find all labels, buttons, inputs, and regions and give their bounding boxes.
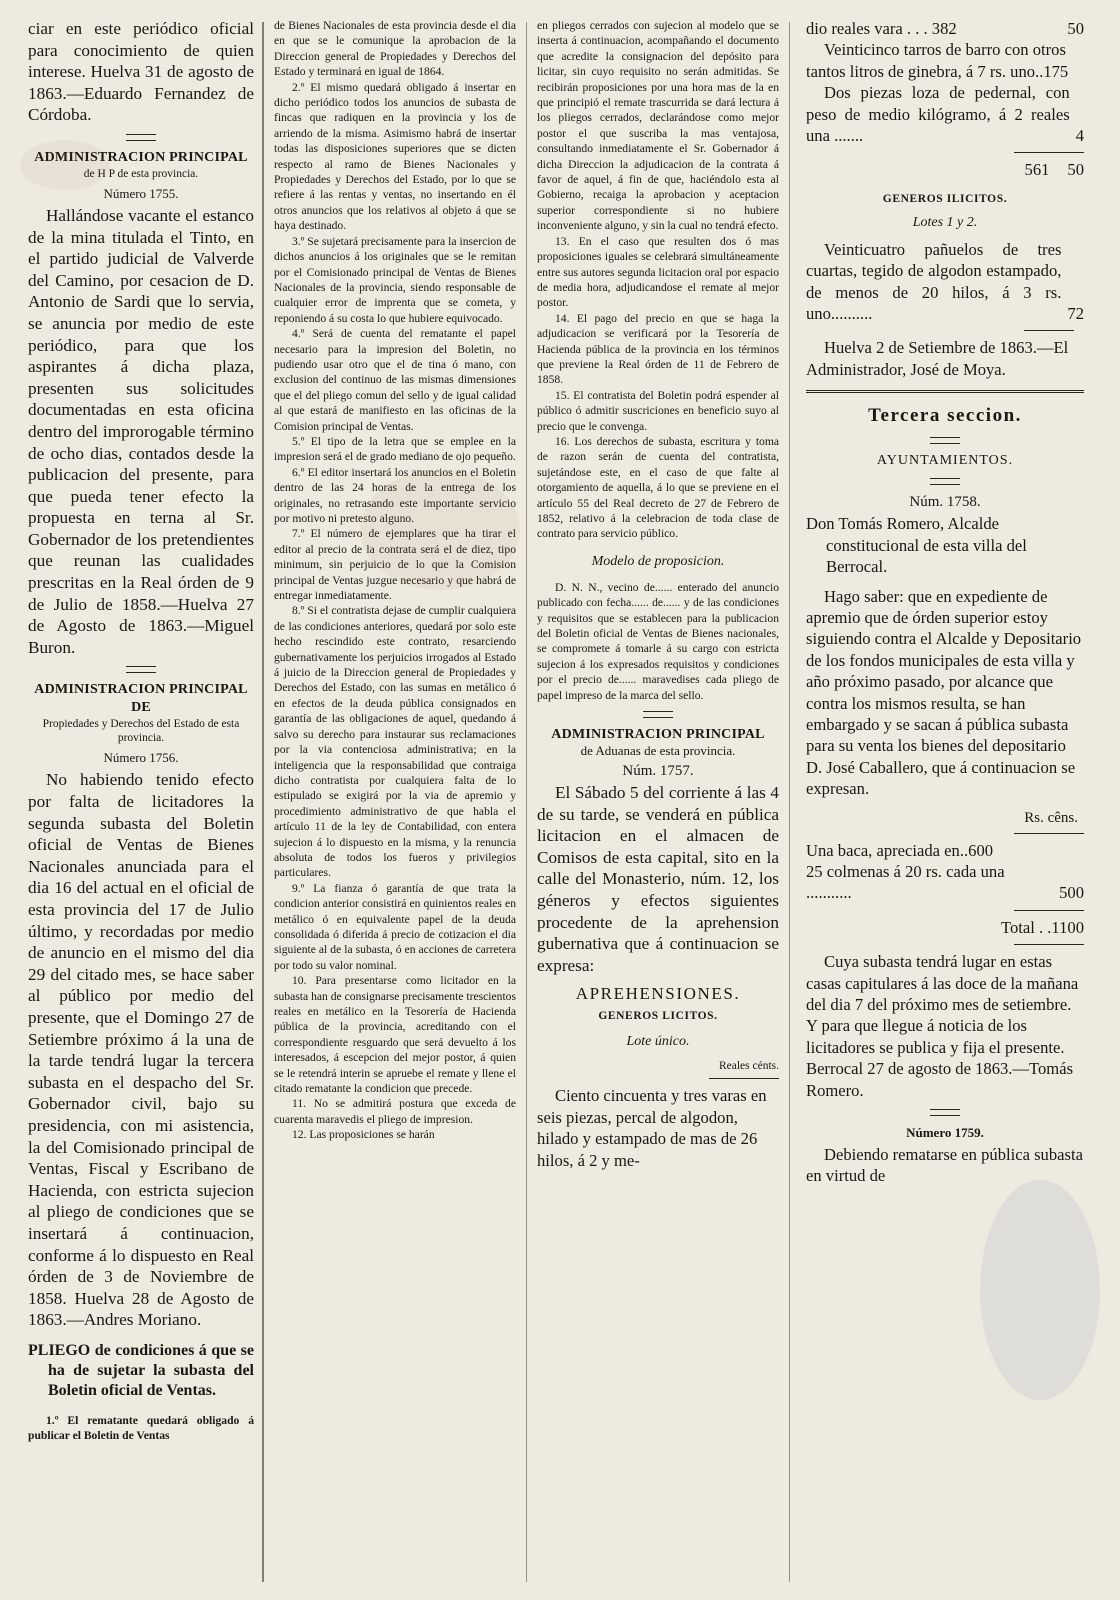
modelo-heading: Modelo de proposicion. bbox=[591, 553, 725, 569]
section-subtitle: Propiedades y Derechos del Estado de esta provincia. bbox=[42, 718, 240, 745]
double-rule bbox=[806, 390, 1084, 393]
item-panuelos-amount: 72 bbox=[1067, 304, 1084, 324]
notice-body-1755: Hallándose vacante el estanco de la mina titulada el Tinto, en el partido judicial de Valverde del Camino, por cesacion de D. Antonio de Sardi que lo servia, se anuncia por medio de este periódico, para que los aspirantes á dicha plaza, presenten sus solicitudes documentadas en esta oficina dentro del improrogable término de ocho dias, contados desde la publicacion del presente, para que pueda tener efecto la propuesta en terna al Sr. Gobernador de los pretendientes que reunan las cualidades prescritas en la Real órden de 9 de Julio de 1858.—Huelva 27 de Agosto de 1863.—Miguel Buron. bbox=[28, 205, 254, 657]
separator bbox=[930, 1109, 960, 1116]
condition-7: 7.º El número de ejemplares que ha tirar el editor al precio de la contrata será el de diez, tipo minimum, sin perjuicio de lo que la Comision principal de Ventas juzgue necesario y que habrá de entregar inmediatamente. bbox=[274, 527, 516, 603]
item-1-tail-text: dio reales vara . . . 382 bbox=[806, 19, 957, 38]
item-1-tail bbox=[806, 18, 1084, 39]
condition-14: 14. El pago del precio en que se haga la adjudicacion se verificará por la Tesorería de Hacienda pública de la provincia en los términos que previene la Real órden de 11 de Febrero de 1858. bbox=[537, 311, 779, 387]
condition-10: 10. Para presentarse como licitador en la subasta han de consignarse precisamente trescientos reales en metálico en la Tesorería de Hacienda pública de la provincia, acreditando con el correspondiente resguardo que será devuelto á los interesados, á escepcion del mejor postor, á quien se le retendrá interin se apruebe el remate y llene el citado rematante la condicion que precede. bbox=[274, 974, 516, 1096]
debiendo-body: Debiendo rematarse en pública subasta en virtud de bbox=[806, 1145, 1083, 1186]
section-title-aduanas: ADMINISTRACION PRINCIPAL bbox=[551, 727, 765, 743]
notice-number-1756: Número 1756. bbox=[103, 750, 179, 766]
separator bbox=[1024, 330, 1074, 331]
condition-6: 6.º El editor insertará los anuncios en el Boletin dentro de las 24 horas de la entrega de los originales, no retrasando este importante servicio por motivo ni pretesto alguno. bbox=[274, 465, 516, 525]
separator bbox=[709, 1078, 779, 1079]
separator bbox=[1014, 944, 1084, 945]
rs-cens-header: Rs. cêns. bbox=[1024, 809, 1078, 826]
separator bbox=[1014, 152, 1084, 153]
item-loza-amount: 4 bbox=[1075, 126, 1084, 146]
generos-ilicitos-heading: GENEROS ILICITOS. bbox=[882, 192, 1008, 205]
cuya-subasta-body: Cuya subasta tendrá lugar en estas casas capitulares á las doce de la mañana del dia 7 del próximo mes de setiembre. Y para que llegue á noticia de los licitadores se publica y fija el presente. Berrocal 27 de agosto de 1863.—Tomás Romero. bbox=[806, 952, 1079, 1100]
separator bbox=[1014, 833, 1084, 834]
condition-12-cont: en pliegos cerrados con sujecion al modelo que se inserta á continuacion, acompañando el documento que acredite la consignacion del depósito para licitar, sin cuyo requisito no serán admitidas. Se recibirán proposiciones por una hora mas de la en que principió el remate trascurrida se dará lectura á los pliegos cerrados, declarándose como mejor postor el que suscriba la mas ventajosa, consultando inmediatamente el Sr. Gobernador á dicha Direccion la adjudicacion de la contrata á favor de aquel, á fin de que, haciéndolo esta al Gobierno, recaiga la aprobacion y aceptacion superior correspondiente si no hubiere inconveniente alguno, y sin la cual no tendrá efecto. bbox=[537, 19, 779, 233]
item-ciento-cincuenta: Ciento cincuenta y tres varas en seis piezas, percal de algodon, hilado y estampado de mas de 26 hilos, á 2 y me- bbox=[537, 1086, 767, 1170]
separator bbox=[126, 134, 156, 141]
section-title-administracion: ADMINISTRACION PRINCIPAL bbox=[34, 149, 248, 165]
item-panuelos bbox=[806, 239, 1084, 325]
notice-number-1759: Número 1759. bbox=[906, 1125, 984, 1141]
total-amount: Total . .1100 bbox=[1000, 917, 1084, 937]
column-rule bbox=[262, 22, 264, 1582]
separator bbox=[126, 666, 156, 673]
item-panuelos-text: Veinticuatro pañuelos de tres cuartas, tegido de algodon estampado, de menos de 20 hilos, á 3 rs. uno.......... bbox=[806, 239, 1062, 324]
item-loza bbox=[806, 82, 1084, 146]
condition-5: 5.º El tipo de la letra que se emplee en la impresion será el de grado mediano de ojo pequeño. bbox=[274, 434, 516, 464]
item-colmenas-amount: 500 bbox=[1059, 883, 1084, 903]
separator bbox=[1014, 910, 1084, 911]
condition-1-cont: de Bienes Nacionales de esta provincia desde el dia en que se le comunique la aprobacion de la Direccion general de Propiedades y Derechos del Estado y terminará en igual de 1864. bbox=[274, 19, 516, 79]
notice-body-1757: El Sábado 5 del corriente á las 4 de su tarde, se venderá en pública licitacion en el almacen de Comisos de esta capital, sito en la calle del Monasterio, núm. 12, los géneros y efectos siguientes procedente de la aprehension gubernativa que á continuacion se expresa: bbox=[537, 783, 779, 975]
lotes-1-2: Lotes 1 y 2. bbox=[912, 214, 978, 230]
item-colmenas bbox=[806, 861, 1084, 904]
alcalde-heading: Don Tomás Romero, Alcalde constitucional de esta villa del Berrocal. bbox=[806, 514, 1027, 577]
item-loza-text: Dos piezas loza de pedernal, con peso de medio kilógramo, á 2 reales una ....... bbox=[806, 83, 1070, 146]
section-subtitle: de Aduanas de esta provincia. bbox=[580, 743, 736, 759]
condition-9: 9.º La fianza ó garantía de que trata la condicion anterior consistirá en quinientos reales en metálico ó en equivalente papel de la deuda consolidada ó diferida á precio de cotizacion el dia siguiente al de la subasta, ó en acciones de carretera por todo su valor nominal. bbox=[274, 881, 516, 972]
column-1 bbox=[14, 18, 262, 1588]
separator bbox=[930, 478, 960, 485]
pliego-heading: PLIEGO de condiciones á que se ha de sujetar la subasta del Boletin oficial de Ventas. bbox=[28, 1341, 254, 1399]
notice-body-1756: No habiendo tenido efecto por falta de licitadores la segunda subasta del Boletin oficial de Ventas de Bienes Nacionales anunciada para el dia 16 del actual en el oficial de esta provincia del 17 de Julio último, y recordadas por medio de anuncio en el mismo del dia 29 del citado mes, se hace saber al público por medio del presente, que el Domingo 27 de Setiembre próximo á la una de la tarde tendrá lugar la tercera subasta en el despacho del Sr. Gobernador civil, bajo su presidencia, con mi asistencia, la del Comisionado principal de Ventas, Fiscal y Escribano de Hacienda, con estricta sujecion al pliego de condiciones que se insertará á continuacion, conforme á lo dispuesto en Real órden de 3 de Noviembre de 1858. Huelva 28 de Agosto de 1863.—Andres Moriano. bbox=[28, 770, 254, 1330]
item-tarros: Veinticinco tarros de barro con otros tantos litros de ginebra, á 7 rs. uno..175 bbox=[806, 40, 1069, 81]
condition-1: 1.º El rematante quedará obligado á publicar el Boletin de Ventas bbox=[28, 1413, 254, 1443]
item-baca: Una baca, apreciada en..600 bbox=[806, 840, 994, 860]
licitos-subtotal bbox=[806, 159, 1084, 180]
column-rule bbox=[789, 22, 790, 1582]
condition-16: 16. Los derechos de subasta, escritura y toma de razon serán de cuenta del contratista, sujetándose este, en el caso de que falte al otorgamiento de aquella, á lo que se previene en el artículo 55 del Real decreto de 27 de Febrero de 1852, relativo á la celebracion de toda clase de contrato para servicio público. bbox=[537, 434, 779, 541]
subtotal-reales: 561 bbox=[1024, 160, 1050, 180]
item-1-tail-amount: 50 bbox=[1067, 19, 1084, 38]
ayuntamientos-heading: AYUNTAMIENTOS. bbox=[876, 453, 1014, 469]
lote-unico: Lote único. bbox=[626, 1034, 690, 1050]
reales-cents-header: Reales cénts. bbox=[718, 1060, 779, 1073]
section-subtitle: de H P de esta provincia. bbox=[83, 167, 199, 180]
condition-2: 2.º El mismo quedará obligado á insertar en dicho periódico todos los anuncios de subasta de fincas que radiquen en la provincia y los de arriendo de la misma. Asimismo habrá de insertar todas las disposiciones superiores que se dicten respecto al ramo de Bienes Nacionales y Propiedades y Derechos del Estado, por lo que se refiere á las rentas y ventas, no insertando en él otros anuncios que los relativos al objeto á que se haya destinado. bbox=[274, 80, 516, 233]
notice-number-1758: Núm. 1758. bbox=[909, 494, 981, 511]
column-3 bbox=[527, 18, 789, 1588]
aduanas-signature: Huelva 2 de Setiembre de 1863.—El Administrador, José de Moya. bbox=[806, 338, 1069, 379]
hago-saber-body: Hago saber: que en expediente de apremio que de órden superior estoy siguiendo contra el Alcalde y Depositario de los fondos municipales de esta villa y año próximo pasado, por alcance que contra los mismos resulta, se han embargado y se sacan á pública subasta para su venta los bienes del depositario D. José Caballero, que á continuacion se expresan. bbox=[806, 586, 1082, 799]
generos-licitos-heading: GENEROS LICITOS. bbox=[598, 1010, 718, 1023]
column-2 bbox=[264, 18, 526, 1588]
notice-number-1755: Número 1755. bbox=[103, 185, 179, 201]
column-4 bbox=[790, 18, 1090, 1588]
section-title-propiedades: ADMINISTRACION PRINCIPAL DE bbox=[34, 682, 248, 716]
notice-number-1757: Núm. 1757. bbox=[622, 763, 694, 780]
item-colmenas-text: 25 colmenas á 20 rs. cada una ........... bbox=[806, 861, 1005, 903]
condition-11: 11. No se admitirá postura que exceda de cuarenta maravedis el pliego de impresion. bbox=[274, 1097, 516, 1126]
separator bbox=[643, 711, 673, 718]
subtotal-cents: 50 bbox=[1067, 160, 1084, 180]
separator bbox=[930, 437, 960, 444]
condition-4: 4.º Será de cuenta del rematante el papel necesario para la impresion del Boletin, no pudiendo usar otro que el de tina ó mano, con exclusion del continuo de las mismas dimensiones que el del pliego comun del sello y de igual calidad al que estará de manifiesto en las oficinas de la Comision principal de Ventas. bbox=[274, 327, 516, 433]
intro-text: ciar en este periódico oficial para conocimiento de quien interese. Huelva 31 de agosto de 1863.—Eduardo Fernandez de Córdoba. bbox=[28, 19, 254, 125]
condition-12: 12. Las proposiciones se harán bbox=[292, 1128, 435, 1142]
tercera-seccion-heading: Tercera seccion. bbox=[868, 405, 1022, 427]
condition-3: 3.º Se sujetará precisamente para la insercion de dichos anuncios á los originales que se le remitan por el Comisionado principal de Ventas de Bienes Nacionales de la provincia, siendo responsable de cualquier error de imprenta que se cometa, y reponiendo á su costa lo que hubiere equivocado. bbox=[274, 234, 516, 325]
column-rule bbox=[526, 22, 527, 1582]
condition-8: 8.º Si el contratista dejase de cumplir cualquiera de las condiciones anteriores, quedará por solo este hecho rescindido este contrato, resarciendo gubernativamente los perjuicios irrogados al Estado á juicio de la Direccion general de Propiedades y Derechos del Estado, con las sumas en metálico ó en efectos de la deuda pública consignados en garantía de las obligaciones de aquel, quedando á salvo su derecho para instaurar sus reclamaciones por la via contenciosa administrativa; en la inteligencia que la responsabilidad que contraiga dicho contratista por cualquiera falta de lo estipulado se exigirá por la via de apremio y procedimiento administrativo de que habla el artículo 11 de la ley de Contabilidad, con entera sujecion á lo dispuesto en la misma, y la renuncia absoluta de todos los fueros y privilegios particulares. bbox=[274, 604, 516, 880]
condition-15: 15. El contratista del Boletin podrá espender al público ó admitir suscriciones en beneficio suyo al precio que le convenga. bbox=[537, 388, 779, 433]
modelo-body: D. N. N., vecino de...... enterado del anuncio publicado con fecha...... de...... y de las condiciones y requisitos que se establecen para la publicacion del Boletin oficial de Ventas de Bienes nacionales, se compromete á tomarle á su cargo con estricta sujecion á los expresados requisitos y condiciones por el precio de...... maravedises cada pliego de papel impreso de la marca del sello. bbox=[537, 580, 779, 702]
condition-13: 13. En el caso que resulten dos ó mas proposiciones iguales se celebrará simultáneamente entre sus autores segunda licitacion oral por espacio de media hora, adjudicandose el remate al mejor postor. bbox=[537, 234, 779, 310]
aprehensiones-heading: APREHENSIONES. bbox=[575, 984, 741, 1004]
